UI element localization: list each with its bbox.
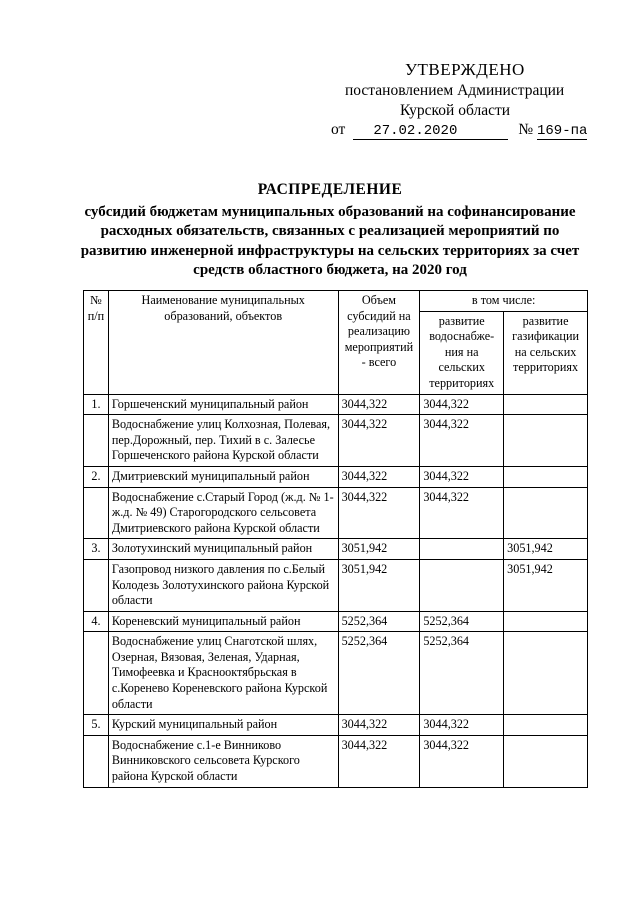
cell-gas <box>504 415 588 467</box>
cell-name: Газопровод низкого давления по с.Белый Колодезь Золотухинского района Курской области <box>108 559 338 611</box>
cell-name: Горшеченский муниципальный район <box>108 394 338 415</box>
heading-line-4: средств областного бюджета, на 2020 год <box>193 262 467 278</box>
approval-date: 27.02.2020 <box>353 123 508 140</box>
number-label: № <box>518 121 534 138</box>
cell-no: 3. <box>84 539 109 560</box>
document-title: РАСПРЕДЕЛЕНИЕ <box>257 181 403 198</box>
cell-total: 3051,942 <box>338 539 420 560</box>
cell-gas <box>504 632 588 715</box>
header-total: Объем субсидий на реализацию мероприятий - всего <box>338 291 420 395</box>
table-row <box>84 559 588 611</box>
table-row <box>84 715 588 736</box>
cell-no <box>84 735 109 787</box>
cell-water: 3044,322 <box>420 466 504 487</box>
table-row <box>84 466 588 487</box>
table-row <box>84 632 588 715</box>
cell-water: 5252,364 <box>420 611 504 632</box>
approval-date-row <box>331 121 587 140</box>
cell-name: Золотухинский муниципальный район <box>108 539 338 560</box>
from-label: от <box>331 121 346 138</box>
cell-total: 3044,322 <box>338 487 420 539</box>
cell-total: 3051,942 <box>338 559 420 611</box>
cell-no: 1. <box>84 394 109 415</box>
cell-gas <box>504 466 588 487</box>
cell-total: 5252,364 <box>338 632 420 715</box>
cell-gas <box>504 394 588 415</box>
cell-name: Дмитриевский муниципальный район <box>108 466 338 487</box>
cell-no <box>84 487 109 539</box>
cell-gas: 3051,942 <box>504 539 588 560</box>
approval-number: 169-па <box>537 123 588 139</box>
header-no: № п/п <box>84 291 109 395</box>
cell-name: Водоснабжение с.Старый Город (ж.д. № 1-ж.д. № 49) Старогородского сельсовета Дмитриевского района Курской области <box>108 487 338 539</box>
cell-no <box>84 559 109 611</box>
cell-no <box>84 632 109 715</box>
cell-name: Водоснабжение улиц Снаготской шлях, Озерная, Вязовая, Зеленая, Ударная, Тимофеевка и Краснооктябрьская в с.Коренево Кореневского района Курской области <box>108 632 338 715</box>
cell-water: 5252,364 <box>420 632 504 715</box>
cell-gas: 3051,942 <box>504 559 588 611</box>
cell-water: 3044,322 <box>420 415 504 467</box>
cell-gas <box>504 715 588 736</box>
header-water: развитие водоснабже-ния на сельских территориях <box>420 311 504 394</box>
cell-gas <box>504 487 588 539</box>
cell-total: 3044,322 <box>338 735 420 787</box>
cell-name: Курский муниципальный район <box>108 715 338 736</box>
cell-water: 3044,322 <box>420 715 504 736</box>
cell-no: 2. <box>84 466 109 487</box>
approval-title: УТВЕРЖДЕНО <box>405 60 525 79</box>
cell-name: Водоснабжение с.1-е Винниково Винниковского сельсовета Курского района Курской области <box>108 735 338 787</box>
cell-no <box>84 415 109 467</box>
cell-name: Водоснабжение улиц Колхозная, Полевая, пер.Дорожный, пер. Тихий в с. Залесье Горшеченского района Курской области <box>108 415 338 467</box>
table-row <box>84 487 588 539</box>
cell-total: 5252,364 <box>338 611 420 632</box>
cell-gas <box>504 735 588 787</box>
cell-water: 3044,322 <box>420 487 504 539</box>
table-row <box>84 735 588 787</box>
header-name: Наименование муниципальных образований, объектов <box>108 291 338 395</box>
cell-total: 3044,322 <box>338 466 420 487</box>
cell-total: 3044,322 <box>338 394 420 415</box>
table-row <box>84 394 588 415</box>
heading-line-3: развитию инженерной инфраструктуры на сельских территориях за счет <box>80 242 580 259</box>
heading-line-1: субсидий бюджетам муниципальных образований на софинансирование <box>84 203 576 220</box>
header-gas: развитие газификации на сельских территориях <box>504 311 588 394</box>
approval-line-2: Курской области <box>400 102 511 119</box>
approval-line-1: постановлением Администрации <box>345 82 565 99</box>
header-including: в том числе: <box>420 291 588 312</box>
cell-total: 3044,322 <box>338 715 420 736</box>
table-body <box>84 394 588 787</box>
cell-water <box>420 559 504 611</box>
heading-line-2: расходных обязательств, связанных с реализацией мероприятий по <box>100 223 560 239</box>
document-heading <box>60 180 600 281</box>
cell-no: 5. <box>84 715 109 736</box>
cell-gas <box>504 611 588 632</box>
table-row <box>84 539 588 560</box>
distribution-table <box>83 290 588 788</box>
table-row <box>84 611 588 632</box>
cell-no: 4. <box>84 611 109 632</box>
table-row <box>84 415 588 467</box>
cell-water: 3044,322 <box>420 735 504 787</box>
table-header-row <box>84 291 588 312</box>
cell-name: Кореневский муниципальный район <box>108 611 338 632</box>
cell-total: 3044,322 <box>338 415 420 467</box>
cell-water: 3044,322 <box>420 394 504 415</box>
cell-water <box>420 539 504 560</box>
